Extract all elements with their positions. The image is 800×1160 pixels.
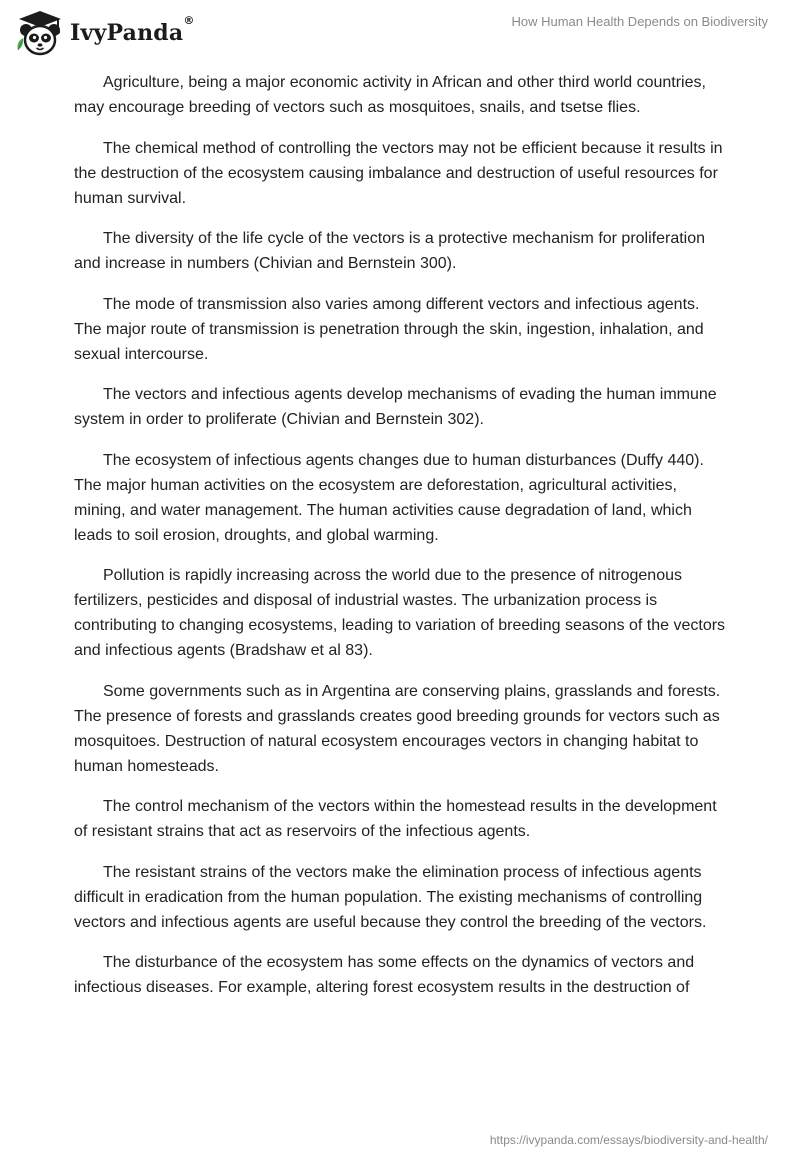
paragraph: The ecosystem of infectious agents changes due to human disturbances (Duffy 440). The major human activities on the ecosystem are deforestation, agricultural activities, mining, and water management. The human activities cause degradation of land, which leads to soil erosion, droughts, and global warming. xyxy=(74,451,704,544)
paragraph: Agriculture, being a major economic activity in African and other third world countries, may encourage breeding of vectors such as mosquitoes, snails, and tsetse flies. xyxy=(74,74,706,116)
paragraph: The mode of transmission also varies among different vectors and infectious agents. The major route of transmission is penetration through the skin, ingestion, inhalation, and sexual intercourse. xyxy=(74,295,704,363)
paragraph: The chemical method of controlling the vectors may not be efficient because it results in the destruction of the ecosystem causing imbalance and destruction of useful resources for human survival. xyxy=(74,139,723,207)
paragraph: Pollution is rapidly increasing across the world due to the presence of nitrogenous fertilizers, pesticides and disposal of industrial wastes. The urbanization process is contributing to changing ecosystems, leading to variation of breeding seasons of the vectors and infectious agents (Bradshaw et al 83). xyxy=(74,567,726,659)
logo-wordmark: IvyPanda® xyxy=(70,14,195,46)
paragraph: The control mechanism of the vectors within the homestead results in the development of resistant strains that act as reservoirs of the infectious agents. xyxy=(74,798,717,840)
paragraph: The diversity of the life cycle of the vectors is a protective mechanism for proliferation and increase in numbers (Chivian and Bernstein 300). xyxy=(74,230,706,272)
essay-body xyxy=(74,70,728,1016)
page-header xyxy=(0,0,800,60)
source-url-link[interactable]: https://ivypanda.com/essays/biodiversity-and-health/ xyxy=(489,1133,768,1147)
paragraph: The disturbance of the ecosystem has some effects on the dynamics of vectors and infectious diseases. For example, altering forest ecosystem results in the destruction of xyxy=(74,954,695,996)
paragraph: Some governments such as in Argentina are conserving plains, grasslands and forests. The presence of forests and grasslands creates good breeding grounds for vectors such as mosquitoes. Destruction of natural ecosystem encourages vectors in changing habitat to human homesteads. xyxy=(74,682,721,775)
panda-logo-icon xyxy=(14,8,66,58)
paragraph: The vectors and infectious agents develop mechanisms of evading the human immune system in order to proliferate (Chivian and Bernstein 302). xyxy=(74,386,717,428)
paragraph: The resistant strains of the vectors make the elimination process of infectious agents difficult in eradication from the human population. The existing mechanisms of controlling vectors and infectious agents are useful because they control the breeding of the vectors. xyxy=(74,863,707,931)
document-title: How Human Health Depends on Biodiversity xyxy=(511,14,768,29)
ivypanda-logo[interactable] xyxy=(14,8,195,58)
